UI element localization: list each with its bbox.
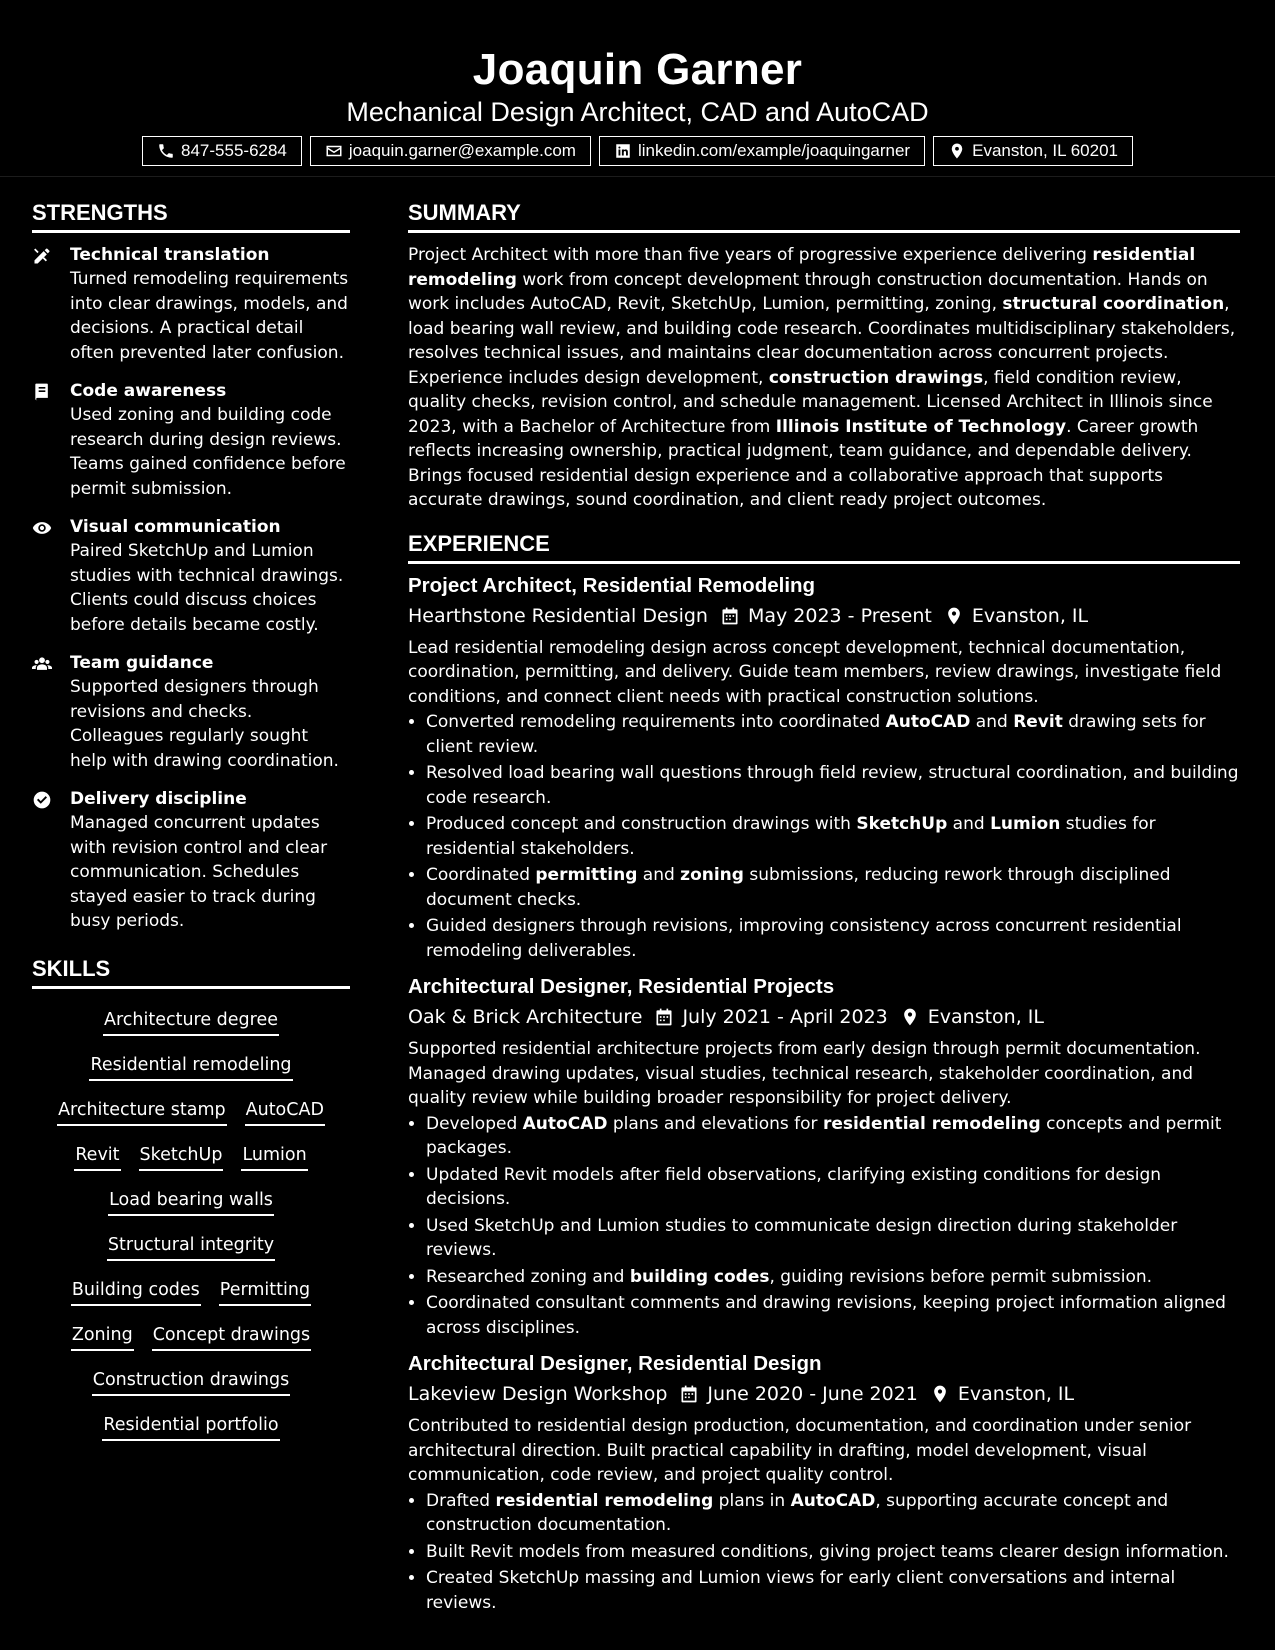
linkedin-icon bbox=[614, 142, 632, 160]
text-span: Developed bbox=[426, 1113, 523, 1134]
text-span: plans in bbox=[713, 1490, 791, 1511]
text-span: Project Architect with more than five years of progressive experience delivering bbox=[408, 245, 1093, 265]
emphasis-text: SketchUp bbox=[856, 814, 948, 834]
company-name: Hearthstone Residential Design bbox=[408, 604, 708, 627]
skill-tag: Residential remodeling bbox=[89, 1052, 292, 1081]
check-circle-icon bbox=[32, 790, 52, 810]
strength-title: Code awareness bbox=[70, 381, 227, 401]
job-bullet bbox=[426, 914, 1240, 963]
text-span: Coordinated consultant comments and drawing revisions, keeping project information aligned across disciplines. bbox=[426, 1293, 1226, 1338]
users-icon bbox=[32, 654, 52, 674]
emphasis-text: permitting bbox=[535, 865, 638, 885]
strength-title: Technical translation bbox=[70, 245, 270, 265]
job-location-group bbox=[944, 600, 1088, 632]
job-entry bbox=[408, 572, 1240, 964]
job-title: Architectural Designer, Residential Design bbox=[408, 1352, 822, 1375]
job-description: Contributed to residential design production, documentation, and coordination under senior architectural direction. Built practical capability in drafting, model development, visual communication, code review, and project quality control. bbox=[408, 1416, 1192, 1485]
job-bullet bbox=[426, 812, 1240, 861]
contact-email[interactable] bbox=[310, 136, 591, 166]
emphasis-text: residential remodeling bbox=[495, 1490, 714, 1511]
text-span: , supporting accurate concept and construction documentation. bbox=[426, 1490, 1169, 1535]
contact-email-text: joaquin.garner@example.com bbox=[348, 141, 576, 160]
job-meta bbox=[408, 1378, 1240, 1410]
job-description: Lead residential remodeling design across concept development, technical documentation, coordination, permitting, and delivery. Guide team members, review drawings, investigate field conditions, and connect client needs with practical construction solutions. bbox=[408, 637, 1222, 707]
job-location-group bbox=[930, 1378, 1074, 1410]
job-bullet bbox=[426, 1214, 1240, 1263]
strength-item bbox=[32, 515, 350, 637]
strength-text: Paired SketchUp and Lumion studies with technical drawings. Clients could discuss choices before details became costly. bbox=[70, 541, 344, 635]
job-bullet bbox=[426, 1112, 1240, 1161]
skill-tag: Architecture stamp bbox=[57, 1097, 227, 1126]
skill-tag: Zoning bbox=[71, 1322, 134, 1351]
job-bullet bbox=[426, 1566, 1240, 1615]
text-span: studies for residential stakeholders. bbox=[426, 814, 1156, 859]
map-pin-icon bbox=[948, 142, 966, 160]
contact-phone-text: 847-555-6284 bbox=[181, 141, 287, 160]
strength-content bbox=[70, 515, 350, 637]
skill-tag: AutoCAD bbox=[245, 1097, 325, 1126]
emphasis-text: Revit bbox=[1013, 712, 1063, 732]
strength-text: Supported designers through revisions and checks. Colleagues regularly sought help with drawing coordination. bbox=[70, 677, 339, 771]
text-span: concepts and permit packages. bbox=[426, 1113, 1222, 1158]
strength-icon-wrap bbox=[32, 651, 70, 773]
map-pin-icon bbox=[944, 606, 964, 626]
skill-tag: Permitting bbox=[219, 1277, 311, 1306]
job-bullet bbox=[426, 1540, 1240, 1565]
job-entry bbox=[408, 1350, 1240, 1615]
job-dates: July 2021 - April 2023 bbox=[682, 1006, 888, 1028]
candidate-title: Mechanical Design Architect, CAD and AutoCAD bbox=[346, 97, 929, 127]
company-name: Lakeview Design Workshop bbox=[408, 1383, 668, 1405]
text-span: Created SketchUp massing and Lumion views for early client conversations and internal reviews. bbox=[426, 1568, 1176, 1613]
calendar-icon bbox=[720, 606, 740, 626]
strength-title: Delivery discipline bbox=[70, 789, 247, 809]
strength-item bbox=[32, 243, 350, 365]
emphasis-text: AutoCAD bbox=[885, 712, 971, 732]
map-pin-icon bbox=[900, 1007, 920, 1027]
phone-icon bbox=[157, 142, 175, 160]
text-span: and bbox=[970, 712, 1014, 732]
experience-list bbox=[408, 572, 1240, 1616]
text-span: Built Revit models from measured conditions, giving project teams clearer design information. bbox=[426, 1541, 1229, 1562]
calendar-icon bbox=[654, 1007, 674, 1027]
job-bullet bbox=[426, 1291, 1240, 1340]
strength-item bbox=[32, 379, 350, 501]
book-icon bbox=[32, 382, 52, 402]
envelope-icon bbox=[325, 142, 343, 160]
right-column bbox=[408, 196, 1240, 1627]
strength-title: Visual communication bbox=[70, 517, 281, 537]
job-bullet bbox=[426, 863, 1240, 912]
contact-linkedin[interactable] bbox=[599, 136, 925, 166]
skill-tag: Revit bbox=[74, 1142, 120, 1171]
contact-phone[interactable] bbox=[142, 136, 302, 166]
strength-text: Used zoning and building code research during design reviews. Teams gained confidence before permit submission. bbox=[70, 405, 346, 499]
skill-tag: Lumion bbox=[241, 1142, 307, 1171]
strength-text: Managed concurrent updates with revision control and clear communication. Schedules stayed easier to track during busy periods. bbox=[70, 813, 328, 931]
emphasis-text: Lumion bbox=[990, 814, 1061, 834]
text-span: Used SketchUp and Lumion studies to communicate design direction during stakeholder reviews. bbox=[426, 1215, 1178, 1260]
job-location-group bbox=[900, 1001, 1044, 1033]
job-entry bbox=[408, 973, 1240, 1340]
skill-tag: Residential portfolio bbox=[102, 1412, 279, 1441]
map-pin-icon bbox=[930, 1384, 950, 1404]
skill-tag: Building codes bbox=[71, 1277, 201, 1306]
skill-tag: Architecture degree bbox=[103, 1007, 279, 1036]
contact-bar bbox=[0, 136, 1275, 166]
strength-content bbox=[70, 787, 350, 934]
job-bullet bbox=[426, 1489, 1240, 1538]
left-column bbox=[32, 196, 350, 1441]
contact-linkedin-text: linkedin.com/example/joaquingarner bbox=[637, 141, 911, 160]
strength-item bbox=[32, 787, 350, 934]
emphasis-text: residential remodeling bbox=[408, 245, 1196, 290]
job-location: Evanston, IL bbox=[971, 604, 1089, 627]
text-span: work from concept development through construction documentation. Hands on work includes AutoCAD, Revit, SketchUp, Lumion, permitting, zoning, bbox=[408, 269, 1208, 314]
experience-heading: EXPERIENCE bbox=[408, 527, 1240, 564]
strength-title: Team guidance bbox=[70, 653, 214, 673]
job-meta bbox=[408, 1001, 1240, 1033]
strength-icon-wrap bbox=[32, 787, 70, 934]
strengths-heading: STRENGTHS bbox=[32, 196, 350, 233]
skill-tag: Structural integrity bbox=[107, 1232, 275, 1261]
job-bullet bbox=[426, 1265, 1240, 1290]
skill-tag: Construction drawings bbox=[92, 1367, 291, 1396]
emphasis-text: structural coordination bbox=[1002, 294, 1225, 314]
job-title: Architectural Designer, Residential Projects bbox=[408, 975, 835, 998]
company-name: Oak & Brick Architecture bbox=[408, 1006, 643, 1028]
job-description: Supported residential architecture projects from early design through permit documentation. Managed drawing updates, visual studies, technical research, stakeholder coordination, and quality review while building broader responsibility for project delivery. bbox=[408, 1039, 1201, 1108]
text-span: , field condition review, quality checks, revision control, and schedule management. Licensed Architect in Illinois since 2023, with a Bachelor of Architecture from bbox=[408, 367, 1213, 437]
summary-heading: SUMMARY bbox=[408, 196, 1240, 233]
job-dates-group bbox=[679, 1378, 917, 1410]
job-bullets bbox=[408, 1489, 1240, 1616]
skills-list bbox=[32, 999, 350, 1441]
job-meta bbox=[408, 600, 1240, 632]
strength-icon-wrap bbox=[32, 243, 70, 365]
text-span: . Career growth reflects increasing ownership, practical judgment, team guidance, and dependable delivery. Brings focused residential design experience and a collaborative approach that supports accurate drawings, sound coordination, and client ready project outcomes. bbox=[408, 416, 1199, 510]
emphasis-text: AutoCAD bbox=[790, 1490, 876, 1511]
skills-heading: SKILLS bbox=[32, 952, 350, 989]
text-span: plans and elevations for bbox=[607, 1113, 823, 1134]
strength-content bbox=[70, 651, 350, 773]
emphasis-text: Illinois Institute of Technology bbox=[775, 416, 1067, 437]
calendar-icon bbox=[679, 1384, 699, 1404]
job-dates-group bbox=[654, 1001, 887, 1033]
summary-text bbox=[408, 243, 1240, 513]
emphasis-text: zoning bbox=[680, 865, 744, 885]
text-span: Converted remodeling requirements into coordinated bbox=[426, 712, 886, 732]
emphasis-text: building codes bbox=[629, 1266, 770, 1287]
job-bullets bbox=[408, 1112, 1240, 1341]
text-span: and bbox=[947, 814, 991, 834]
skill-tag: SketchUp bbox=[139, 1142, 224, 1171]
strength-content bbox=[70, 379, 350, 501]
text-span: , guiding revisions before permit submission. bbox=[769, 1266, 1153, 1287]
strength-text: Turned remodeling requirements into clear drawings, models, and decisions. A practical detail often prevented later confusion. bbox=[70, 269, 349, 363]
text-span: Resolved load bearing wall questions through field review, structural coordination, and building code research. bbox=[426, 763, 1239, 808]
job-dates: May 2023 - Present bbox=[747, 604, 932, 627]
job-title: Project Architect, Residential Remodeling bbox=[408, 573, 816, 597]
strength-content bbox=[70, 243, 350, 365]
eye-icon bbox=[32, 518, 52, 538]
job-dates: June 2020 - June 2021 bbox=[707, 1383, 918, 1405]
job-location: Evanston, IL bbox=[957, 1383, 1075, 1405]
emphasis-text: construction drawings bbox=[768, 367, 984, 388]
job-location: Evanston, IL bbox=[927, 1006, 1044, 1028]
emphasis-text: residential remodeling bbox=[822, 1113, 1041, 1134]
skill-tag: Concept drawings bbox=[152, 1322, 311, 1351]
strength-icon-wrap bbox=[32, 515, 70, 637]
text-span: Guided designers through revisions, improving consistency across concurrent residential remodeling deliverables. bbox=[426, 916, 1182, 961]
text-span: Produced concept and construction drawings with bbox=[426, 814, 857, 834]
job-bullet bbox=[426, 761, 1240, 810]
job-bullets bbox=[408, 710, 1240, 963]
job-dates-group bbox=[720, 600, 932, 632]
contact-location[interactable] bbox=[933, 136, 1133, 166]
text-span: submissions, reducing rework through disciplined document checks. bbox=[426, 865, 1171, 910]
text-span: Drafted bbox=[426, 1490, 496, 1511]
candidate-name: Joaquin Garner bbox=[472, 45, 803, 94]
text-span: Researched zoning and bbox=[426, 1266, 630, 1287]
text-span: Coordinated bbox=[426, 865, 536, 885]
text-span: , load bearing wall review, and building code research. Coordinates multidisciplinary stakeholders, resolves technical issues, and maintains clear documentation across concurrent projects. Experience includes design development, bbox=[408, 294, 1236, 388]
text-span: and bbox=[637, 865, 681, 885]
strength-icon-wrap bbox=[32, 379, 70, 501]
strengths-list bbox=[32, 243, 350, 934]
drafting-tools-icon bbox=[32, 246, 52, 266]
job-bullet bbox=[426, 1163, 1240, 1212]
strength-item bbox=[32, 651, 350, 773]
contact-location-text: Evanston, IL 60201 bbox=[972, 141, 1118, 160]
resume-header bbox=[0, 0, 1275, 177]
text-span: Updated Revit models after field observations, clarifying existing conditions for design decisions. bbox=[426, 1164, 1162, 1209]
emphasis-text: AutoCAD bbox=[522, 1113, 608, 1134]
text-span: drawing sets for client review. bbox=[426, 712, 1206, 757]
skill-tag: Load bearing walls bbox=[108, 1187, 274, 1216]
job-bullet bbox=[426, 710, 1240, 759]
